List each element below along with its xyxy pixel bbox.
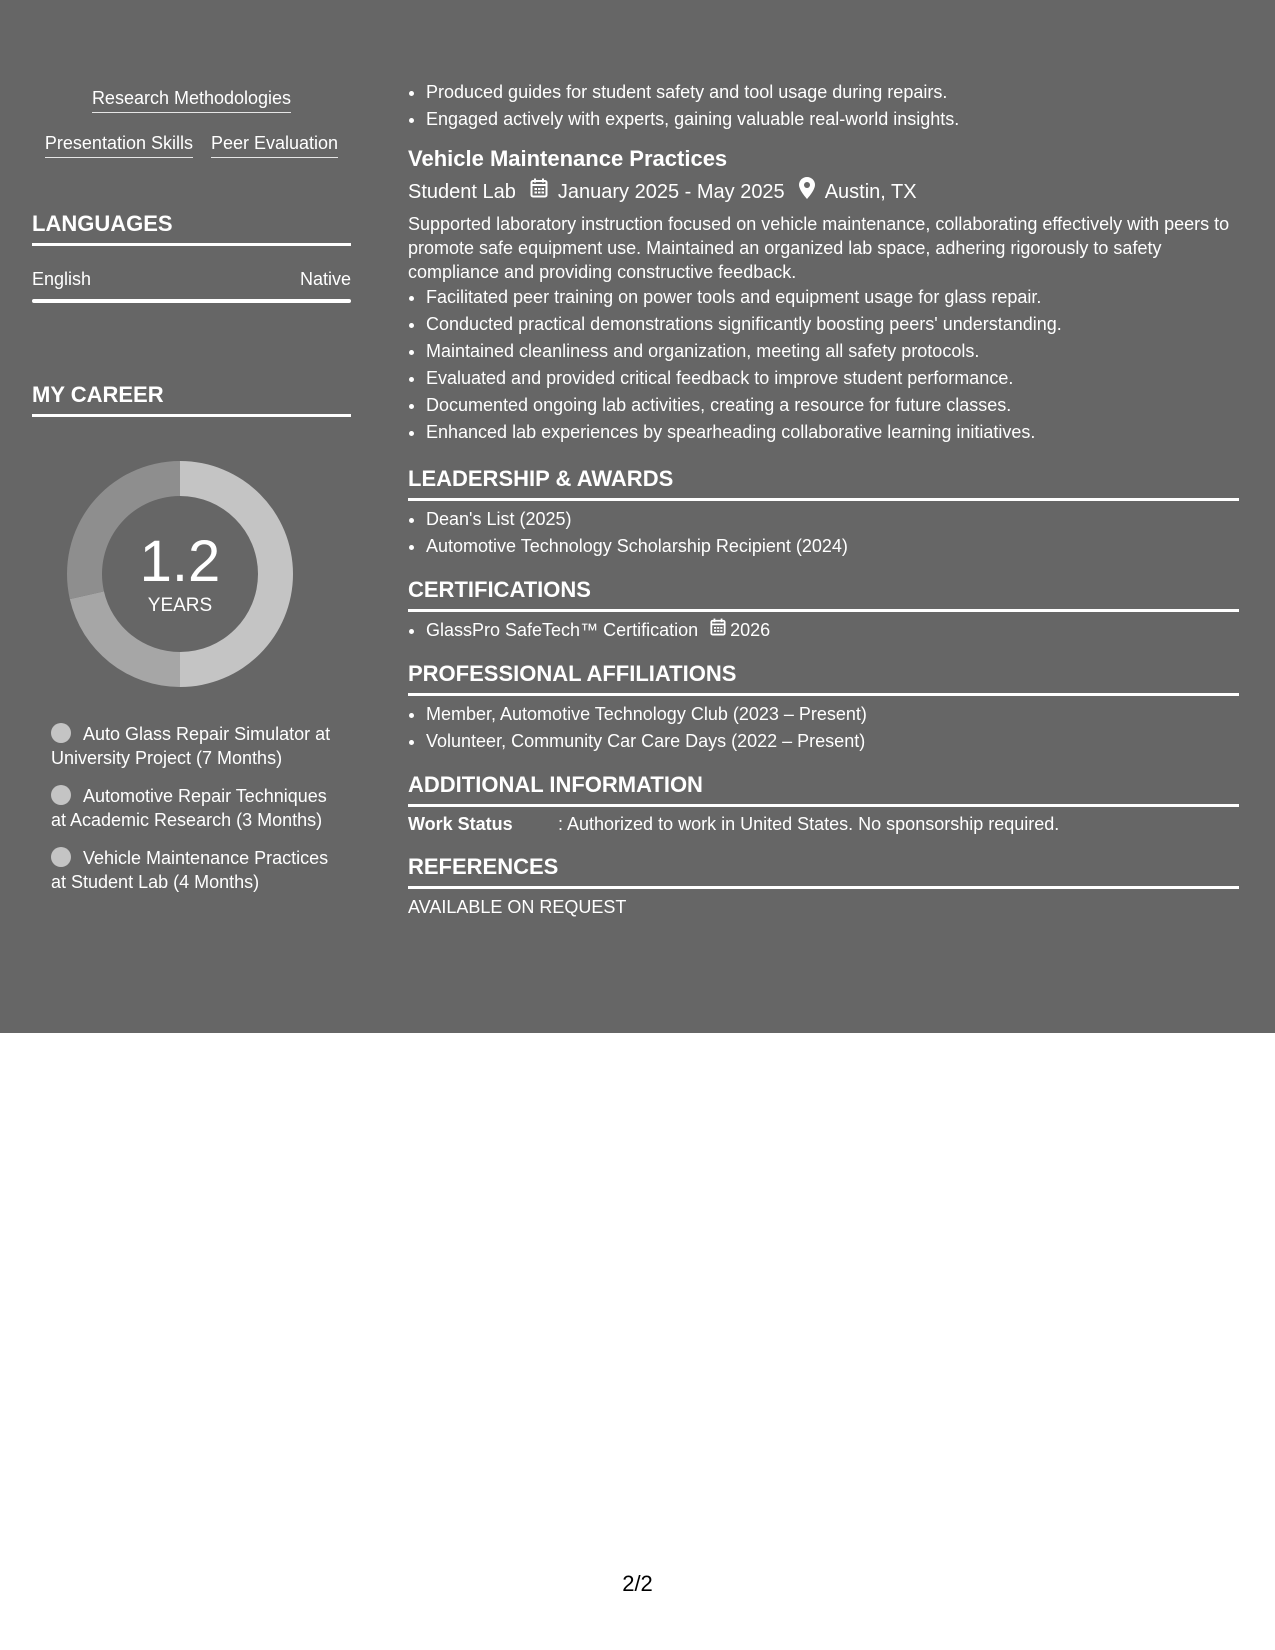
career-heading: MY CAREER	[32, 382, 351, 417]
bullet-item: • Evaluated and provided critical feedback to improve student performance.	[426, 365, 1239, 392]
affiliations-heading: PROFESSIONAL AFFILIATIONS	[408, 661, 1239, 696]
additional-info-heading: ADDITIONAL INFORMATION	[408, 772, 1239, 807]
job-description	[408, 212, 1239, 446]
career-years-unit: YEARS	[147, 595, 213, 616]
certification-item	[426, 617, 770, 644]
language-row	[32, 268, 351, 290]
references-text: AVAILABLE ON REQUEST	[408, 897, 627, 917]
certifications-list	[408, 617, 770, 644]
award-item: • Dean's List (2025)	[426, 506, 848, 533]
skill-tag: Presentation Skills	[45, 132, 193, 158]
career-item-text: Automotive Repair Techniques at Academic Research (3 Months)	[51, 786, 327, 830]
leadership-heading: LEADERSHIP & AWARDS	[408, 466, 1239, 501]
language-proficiency-bar	[32, 299, 351, 303]
references-heading: REFERENCES	[408, 854, 1239, 889]
skill-tag: Peer Evaluation	[211, 132, 338, 158]
job-meta	[408, 177, 917, 206]
award-item: • Automotive Technology Scholarship Recipient (2024)	[426, 533, 848, 560]
affiliations-list	[408, 701, 867, 755]
bullet-item: • Engaged actively with experts, gaining valuable real-world insights.	[426, 106, 1257, 133]
career-list	[51, 722, 341, 908]
job-location: Austin, TX	[824, 180, 917, 203]
language-name: English	[32, 269, 92, 289]
languages-heading: LANGUAGES	[32, 211, 351, 246]
job-dates: January 2025 - May 2025	[557, 180, 785, 203]
calendar-icon	[530, 178, 548, 205]
career-item-text: Auto Glass Repair Simulator at University Project (7 Months)	[51, 724, 331, 768]
career-item	[51, 722, 341, 770]
bullet-item: • Conducted practical demonstrations significantly boosting peers' understanding.	[426, 311, 1239, 338]
bullet-item: • Documented ongoing lab activities, creating a resource for future classes.	[426, 392, 1239, 419]
previous-job-bullets	[408, 79, 1257, 133]
skills-row-1	[32, 87, 351, 113]
calendar-icon	[710, 617, 726, 644]
certification-year: 2026	[730, 620, 771, 640]
language-level: Native	[299, 269, 351, 289]
bullet-item: • Maintained cleanliness and organization, meeting all safety protocols.	[426, 338, 1239, 365]
career-donut	[67, 461, 293, 687]
work-status-label: Work Status	[408, 814, 513, 834]
job-bullets	[408, 284, 1239, 446]
affiliation-item: • Volunteer, Community Car Care Days (2022 – Present)	[426, 728, 867, 755]
leadership-list	[408, 506, 848, 560]
skill-tag: Research Methodologies	[92, 87, 291, 113]
skills-row-2	[32, 132, 351, 158]
bullet-item: • Produced guides for student safety and tool usage during repairs.	[426, 79, 1257, 106]
map-pin-icon	[799, 177, 815, 206]
page-number: 2/2	[622, 1571, 653, 1596]
bullet-item: • Enhanced lab experiences by spearheading collaborative learning initiatives.	[426, 419, 1239, 446]
job-description-text: Supported laboratory instruction focused on vehicle maintenance, collaborating effectively with peers to promote safe equipment use. Maintained an organized lab space, adhering rigorously to safety compliance and providing constructive feedback.	[408, 214, 1230, 282]
career-dot-icon	[51, 785, 71, 805]
certifications-heading: CERTIFICATIONS	[408, 577, 1239, 612]
career-item	[51, 784, 341, 832]
work-status-value: : Authorized to work in United States. No sponsorship required.	[558, 814, 1060, 834]
job-org: Student Lab	[408, 180, 516, 203]
bullet-item: • Facilitated peer training on power tools and equipment usage for glass repair.	[426, 284, 1239, 311]
career-item-text: Vehicle Maintenance Practices at Student Lab (4 Months)	[51, 848, 329, 892]
career-years-number: 1.2	[139, 529, 221, 594]
certification-name: • GlassPro SafeTech™ Certification	[426, 620, 699, 640]
job-title: Vehicle Maintenance Practices	[408, 146, 728, 171]
work-status-row	[408, 812, 1059, 836]
career-dot-icon	[51, 847, 71, 867]
career-item	[51, 846, 341, 894]
career-dot-icon	[51, 723, 71, 743]
affiliation-item: • Member, Automotive Technology Club (2023 – Present)	[426, 701, 867, 728]
